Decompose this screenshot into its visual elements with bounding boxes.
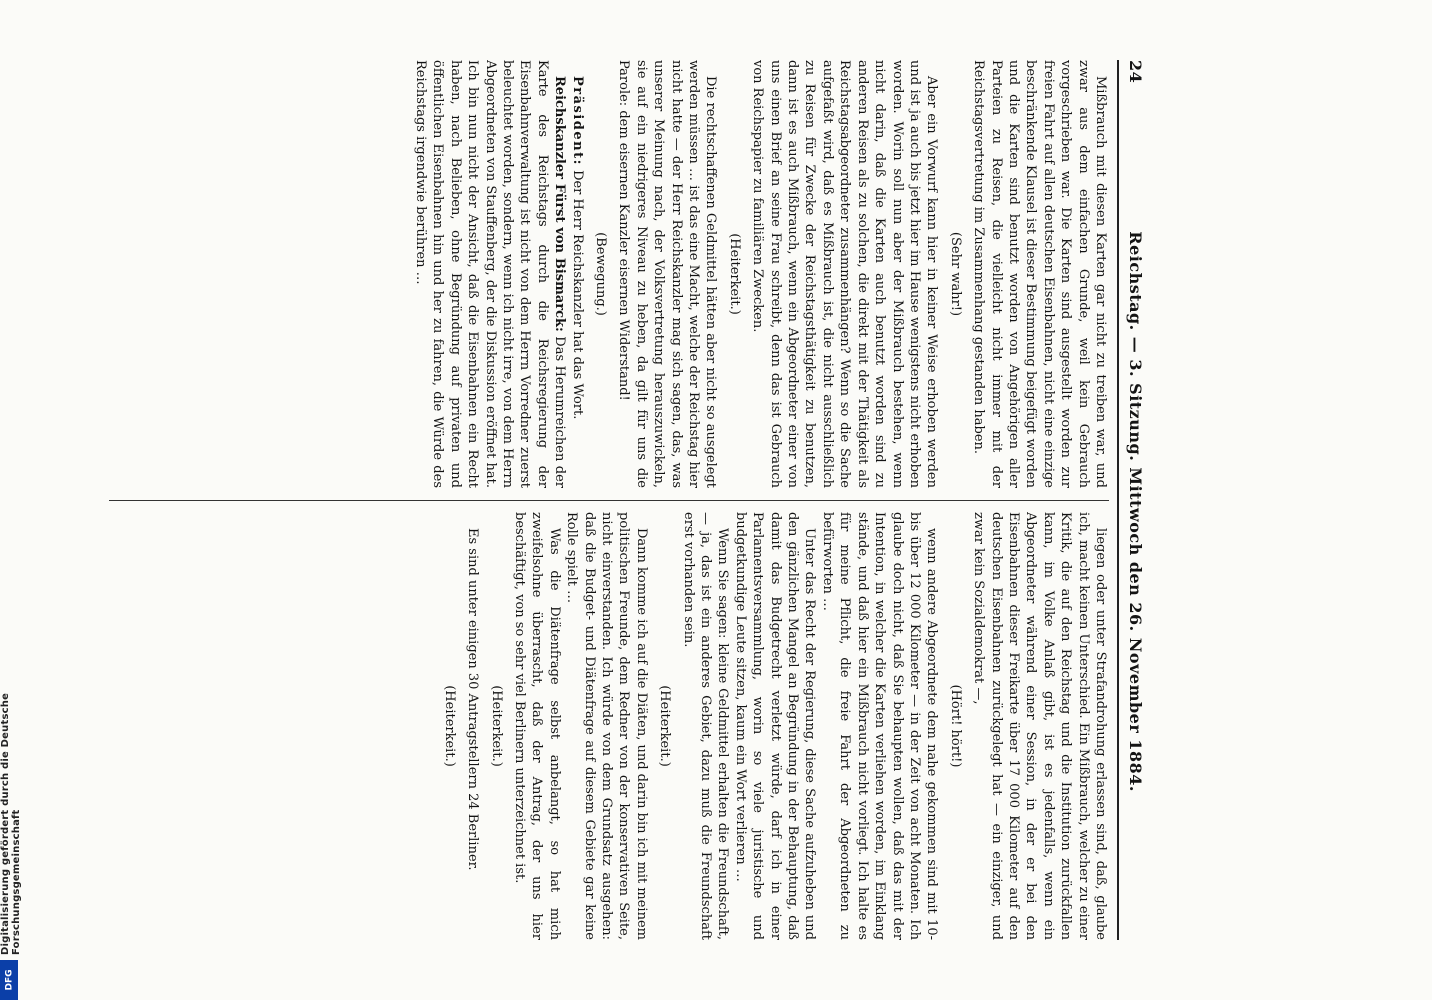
dfg-logo-text: DFG <box>4 969 15 991</box>
paragraph: Die rechtschaffenen Geldmittel hätten aber nicht so ausgelegt werden müssen … ist das eine Macht, welche der Reichstag hier nicht hatte — der Herr Reichskanzler mag sich sagen, das, was unserer Meinung nach, der Volksvertretung herauszuwickeln, sie auf ein niedrigeres Niveau zu heben, da gilt für uns die Parole: dem eisernen Kanzler eisernen Widerstand! <box>616 60 719 488</box>
president-remark <box>568 60 585 488</box>
rotated-document-page <box>105 60 1145 940</box>
paragraph: liegen oder unter Strafandrohung erlassen sind, daß, glaube ich, macht keinen Unterschied. Ein Mißbrauch, welcher zu einer Kritik, die auf den Reichstag und die Institution zurückfallen kann, im Volke Anlaß gibt, ist es jedenfalls, wenn ein Abgeordneter während einer Session, in der er bei den Eisenbahnen dieser Freikarte über 17 000 Kilometer auf den deutschen Eisenbahnen zurückgelegt hat — ein einziger, und zwar kein Sozialdemokrat —, <box>971 512 1108 940</box>
page-title: Reichstag. — 3. Sitzung. Mittwoch den 26. November 1884. <box>1126 231 1145 792</box>
left-column <box>109 60 1109 488</box>
audience-reaction: (Bewegung.) <box>593 232 609 316</box>
paragraph: Was die Diätenfrage selbst anbelangt, so hat mich zweifelsohne überrascht, daß der Antrag, der uns hier beschäftigt, von so sehr viel Berlinern unterzeichnet ist. <box>512 512 562 940</box>
paragraph: wenn andere Abgeordnete dem nahe gekommen sind mit 10- bis über 12 000 Kilometer — in der Zeit von acht Monaten. Ich glaube doch nicht, daß Sie behaupten wollen, daß das mit der Intention, in welcher die Karten verliehen worden, im Einklang stände, und daß hier ein Mißbrauch nicht vorliegt. Ich halte es für meine Pflicht, die freie Fahrt der Abgeordneten zu befürworten … <box>819 512 940 940</box>
audience-reaction: (Heiterkeit.) <box>657 685 673 767</box>
page-header <box>1123 60 1145 940</box>
credit-text: Digitalisierung gefördert durch die Deutsche Forschungsgemeinschaft <box>0 692 22 955</box>
dfg-logo <box>0 960 18 1000</box>
speaker-text: Der Herr Reichskanzler hat das Wort. <box>569 170 585 420</box>
paragraph: Unter das Recht der Regierung, diese Sache aufzuheben und den gänzlichen Mangel an Begründung in der Behauptung, daß damit das Budgetrecht verletzt würde, darf ich in einer Parlamentsversammlung, worin so viele juristische und budgetkundige Leute sitzen, kaum ein Wort verlieren … <box>732 512 818 940</box>
digitization-credit <box>0 585 22 1000</box>
audience-reaction: (Heiterkeit.) <box>488 685 504 767</box>
right-column <box>109 512 1109 940</box>
audience-reaction: (Hört! hört!) <box>947 684 963 768</box>
page-number: 24 <box>1126 60 1145 84</box>
paragraph: Aber ein Vorwurf kann hier in keiner Weise erhoben werden und ist ja auch bis jetzt hier im Hause wenigstens nicht erhoben worden. Worin soll nun aber der Mißbrauch bestehen, wenn nicht darin, daß die Karten auch benutzt worden sind zu anderen Reisen als zu solchen, die direkt mit der Thätigkeit als Reichstagsabgeordneter zusammenhängen? Wenn so die Sache aufgefaßt wird, daß es Mißbrauch ist, die nicht ausschließlich zu Reisen für Zwecke der Reichstagsthätigkeit zu benutzen, dann ist es auch Mißbrauch, wenn ein Abgeordneter einer von uns einen Brief an seine Frau schreibt, denn das ist Gebrauch von Reichspapier zu familiären Zwecken. <box>750 60 940 488</box>
column-divider <box>109 500 1109 501</box>
audience-reaction: (Heiterkeit.) <box>726 233 742 315</box>
paragraph: Dann komme ich auf die Diäten, und darin bin ich mit meinem politischen Freunde, dem Redner von der konservativen Seite, nicht einverstanden. Ich würde von dem Grundsatz ausgehen: daß die Budget- und Diätenfrage auf diesem Gebiete gar keine Rolle spielt … <box>564 512 649 940</box>
speaker-text: Das Herumreichen der Karte des Reichstags durch die Reichsregierung der Eisenbahnverwaltung ist nicht von dem Herrn Vorredner zuerst beleuchtet worden, sondern, wenn ich nicht irre, von dem Herrn Abgeordneten von Stauffenberg, der die Diskussion eröffnet hat. Ich bin nun nicht der Ansicht, daß die Eisenbahnen ein Recht haben, nach Belieben, ohne Begründung auf privaten und öffentlichen Eisenbahnen hin und her zu fahren, die Würde des Reichstags irgendwie berühren … <box>412 60 568 488</box>
audience-reaction: (Sehr wahr!) <box>947 231 963 317</box>
header-rule <box>1117 60 1119 940</box>
chancellor-speech <box>412 60 569 488</box>
paragraph: Es sind unter einigen 30 Antragstellern 24 Berliner. <box>465 528 481 871</box>
paragraph: Mißbrauch mit diesen Karten gar nicht zu treiben war, und zwar aus dem einfachen Grunde, weil kein Gebrauch vorgeschrieben war. Die Karten sind ausgestellt worden zur freien Fahrt auf allen deutschen Eisenbahnen, nicht eine einzige beschränkende Klausel ist dieser Bestimmung beigefügt worden und die Karten sind benutzt worden von Angehörigen aller Parteien zu Reisen, die vielleicht nicht immer mit der Reichstagsvertretung im Zusammenhang gestanden haben. <box>971 60 1108 488</box>
paragraph: Wenn Sie sagen: kleine Geldmittel erhalten die Freundschaft, — ja, das ist ein anderes Gebiet, dazu muß die Freundschaft erst vorhanden sein. <box>680 512 731 940</box>
speaker-name: Reichskanzler Fürst von Bismarck: <box>552 76 568 332</box>
audience-reaction: (Heiterkeit.) <box>441 685 457 767</box>
speaker-name: Präsident: <box>569 76 585 166</box>
